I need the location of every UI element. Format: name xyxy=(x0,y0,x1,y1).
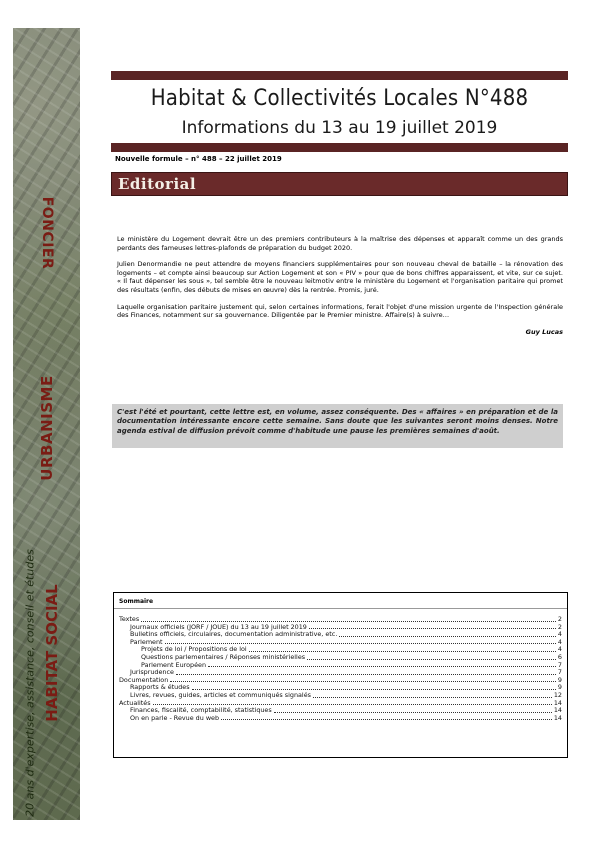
header-rule-top xyxy=(111,71,568,80)
leader-dots xyxy=(313,697,552,698)
editorial-paragraph: Laquelle organisation paritaire justement qui, selon certaines informations, ferait l'objet d'une mission urgente de l'Inspection générale des Finances, notamment sur sa gouvernance. Diligentée par le Premier ministre. Affaire(s) à suivre… xyxy=(117,302,563,320)
side-label-habitat-social: HABITAT SOCIAL xyxy=(42,584,61,722)
summary-entry-label: Documentation xyxy=(119,675,169,684)
summary-entry-page: 2 xyxy=(557,615,562,623)
summary-entry[interactable] xyxy=(119,662,562,670)
leader-dots xyxy=(221,719,552,720)
summary-list xyxy=(114,609,567,722)
leader-dots xyxy=(170,681,556,682)
summer-notice-box: C'est l'été et pourtant, cette lettre est, en volume, assez conséquente. Des « affaires » en préparation et de la documentation intéressante encore cette semaine. Sans doute que les suivantes seront moins denses. Notre agenda estival de diffusion prévoit comme d'habitude une pause les premières semaines d'août. xyxy=(112,404,563,448)
summary-entry-label: Livres, revues, guides, articles et communiqués signalés xyxy=(130,690,311,699)
summary-entry-page: 7 xyxy=(557,668,562,677)
summary-entry-label: On en parle - Revue du web xyxy=(130,713,220,722)
leader-dots xyxy=(208,666,556,667)
leader-dots xyxy=(309,628,556,629)
summary-entry[interactable] xyxy=(119,692,562,700)
summary-entry[interactable] xyxy=(119,669,562,677)
summary-entry-page: 14 xyxy=(553,713,562,722)
leader-dots xyxy=(307,659,556,660)
summary-entry-label: Actualités xyxy=(119,698,151,707)
summary-entry-page: 4 xyxy=(557,637,562,646)
newsletter-subtitle: Informations du 13 au 19 juillet 2019 xyxy=(181,118,498,138)
summary-entry-label: Projets de loi / Propositions de loi xyxy=(141,645,247,654)
side-tagline: 20 ans d'expertise, assistance, conseil et études xyxy=(23,549,37,817)
summary-entry-label: Finances, fiscalité, comptabilité, statistiques xyxy=(130,706,272,715)
leader-dots xyxy=(153,704,552,705)
editorial-body xyxy=(117,235,563,336)
newsletter-title: Habitat & Collectivités Locales N°488 xyxy=(150,86,529,111)
leader-dots xyxy=(192,689,556,690)
header-rule-bottom xyxy=(111,143,568,152)
summary-entry-page: 14 xyxy=(553,698,562,707)
summary-entry-label: Parlement Européen xyxy=(141,660,207,669)
editorial-paragraph: Le ministère du Logement devrait être un des premiers contributeurs à la maîtrise des dépenses et apparaît comme un des grands perdants des fameuses lettres-plafonds de préparation du budget 2020. xyxy=(117,235,563,252)
summary-entry-page: 9 xyxy=(557,675,562,684)
summary-entry-page: 14 xyxy=(553,706,562,715)
summary-entry-page: 9 xyxy=(557,683,562,692)
summary-entry[interactable] xyxy=(119,715,562,723)
summary-heading: Sommaire xyxy=(114,593,567,609)
summary-entry-label: Bulletins officiels, circulaires, documentation administrative, etc. xyxy=(130,630,338,639)
summary-entry-page: 7 xyxy=(557,660,562,669)
leader-dots xyxy=(165,643,556,644)
section-title: Editorial xyxy=(118,175,197,193)
summary-entry-label: Journaux officiels (JORF / JOUE) du 13 au 19 juillet 2019 xyxy=(130,622,307,631)
summary-entry-page: 2 xyxy=(557,622,562,631)
summary-entry-label: Rapports & études xyxy=(130,683,190,692)
summary-entry-page: 4 xyxy=(557,645,562,654)
section-header-editorial xyxy=(111,172,568,196)
leader-dots xyxy=(339,636,556,637)
leader-dots xyxy=(176,674,556,675)
side-banner-image xyxy=(13,28,80,820)
leader-dots xyxy=(274,712,552,713)
summary-entry-label: Textes xyxy=(119,615,140,623)
summary-entry-label: Parlement xyxy=(130,637,163,646)
leader-dots xyxy=(249,651,556,652)
editorial-signature: Guy Lucas xyxy=(525,327,563,336)
summary-box xyxy=(113,592,568,758)
editorial-paragraph: Julien Denormandie ne peut attendre de moyens financiers supplémentaires pour son nouveau cheval de bataille – la rénovation des logements – et compte ainsi beaucoup sur Action Logement et son « PIV » pour que de bons chiffres apparaissent, et vite, sur ce sujet. « Il faut dépenser les sous », tel semble être le nouveau leitmotiv entre le ministère du Logement et l'organisation paritaire qui promet des résultats (enfin, des débuts de mises en œuvre) dès la rentrée. Promis, juré. xyxy=(117,260,563,294)
summary-entry-page: 6 xyxy=(557,652,562,661)
side-label-foncier: FONCIER xyxy=(38,196,55,270)
summary-entry-label: Questions parlementaires / Réponses ministérielles xyxy=(141,652,306,661)
side-label-urbanisme: URBANISME xyxy=(37,375,56,481)
summary-entry-page: 12 xyxy=(553,690,562,699)
issue-line: Nouvelle formule – n° 488 – 22 juillet 2019 xyxy=(115,155,282,163)
summary-entry-label: Jurisprudence xyxy=(130,668,174,677)
summary-entry[interactable] xyxy=(119,631,562,639)
summary-entry-page: 4 xyxy=(557,630,562,639)
leader-dots xyxy=(141,621,556,622)
